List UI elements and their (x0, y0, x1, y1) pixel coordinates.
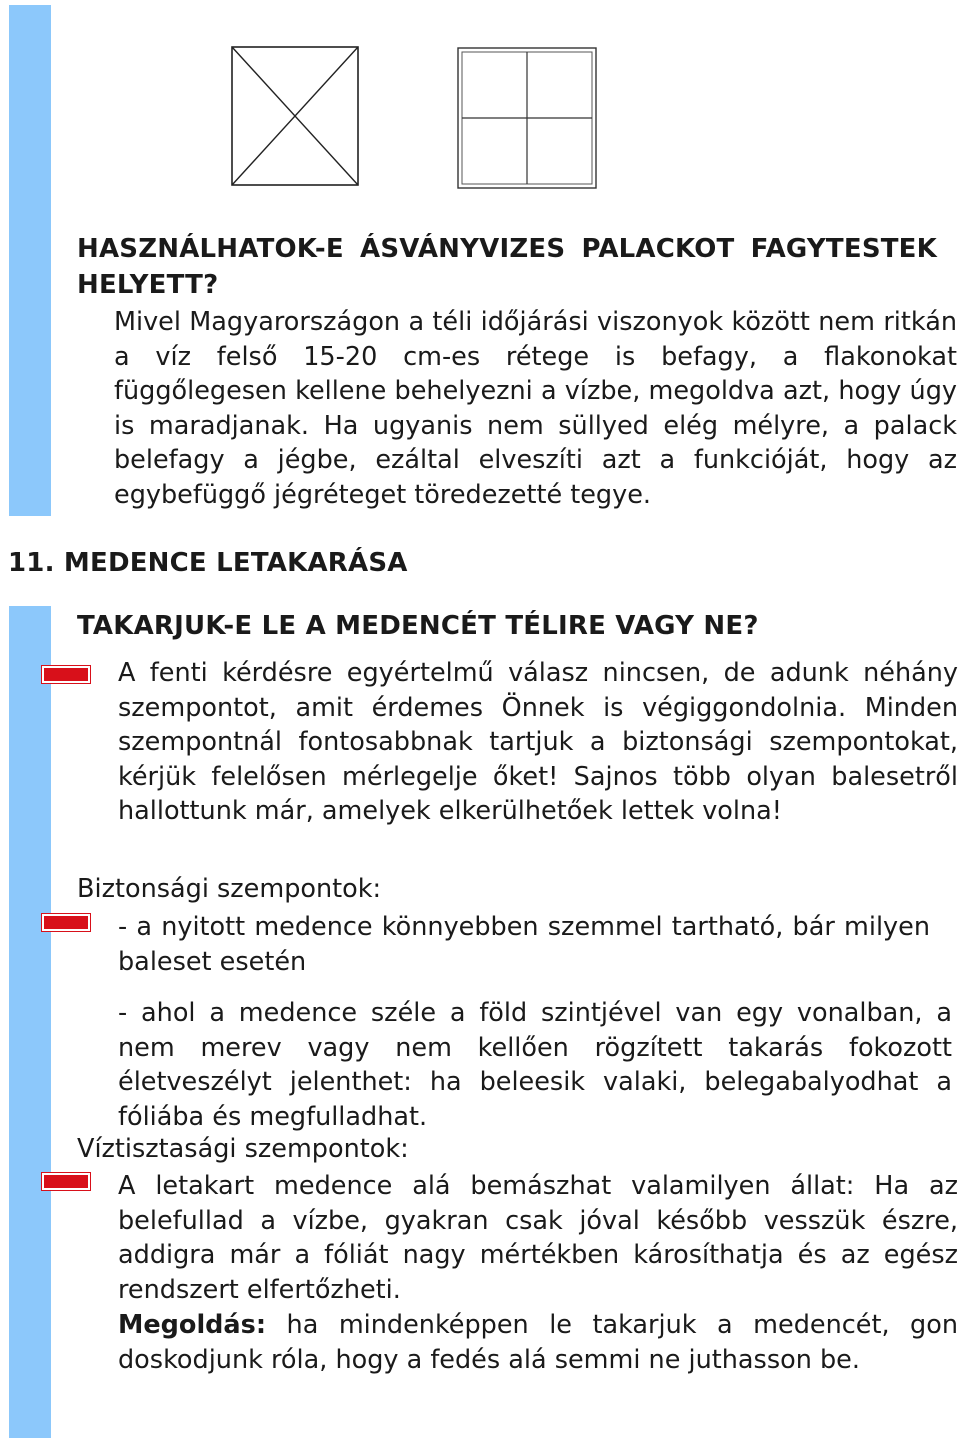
safety-subheading: Biztonsági szempontok: (77, 874, 382, 904)
water-subheading: Víztisztasági szempontok: (77, 1134, 409, 1164)
accent-bar-bottom (9, 606, 51, 1438)
water-item: A letakart medence alá bemászhat valamilyen állat: Ha az belefullad a vízbe, gyakran csak jóval később vesszük észre, addigra már a fóliát nagy mértékben károsíthatja és az egész rendszert elfertőzheti. (118, 1171, 958, 1305)
section-heading-line2: HELYETT? (77, 270, 219, 300)
solution-text: ha mindenképpen le takarjuk a medencét, gon doskodjunk róla, hogy a fedés alá semmi ne juthasson be. (118, 1310, 958, 1375)
safety-item: - a nyitott medence könnyebben szemmel tartható, bár milyen baleset esetén (118, 912, 930, 977)
solution-paragraph (118, 1308, 958, 1377)
solution-label: Megoldás: (118, 1310, 267, 1340)
safety-item: - ahol a medence széle a föld szintjével van egy vonalban, a nem merev vagy nem kellően rögzített takarás fokozott életveszélyt jelenthet: ha beleesik valaki, belegabalyodhat a fóliába és megfulladhat. (118, 998, 952, 1132)
red-bullet-marker (42, 1173, 90, 1190)
section-paragraph: Mivel Magyarországon a téli időjárási viszonyok között nem ritkán a víz felső 15-20 cm-es rétege is befagy, a flakonokat függőlegesen kellene behelyezni a vízbe, megoldva azt, hogy úgy is maradjanak. Ha ugyanis nem süllyed elég mélyre, a palack belefagy a jégbe, ezáltal elveszíti azt a funkcióját, hogy az egybefüggő jégréteget töredezetté tegye. (114, 307, 957, 510)
red-bullet-marker (42, 666, 90, 683)
accent-bar-top (9, 5, 51, 516)
quartered-square-diagram (456, 46, 598, 190)
section-title: 11. MEDENCE LETAKARÁSA (8, 548, 408, 578)
question-heading: TAKARJUK-E LE A MEDENCÉT TÉLIRE VAGY NE? (77, 611, 759, 641)
section-heading-line1: HASZNÁLHATOK-E ÁSVÁNYVIZES PALACKOT FAGYTESTEK (77, 234, 937, 264)
crossed-square-diagram (230, 45, 360, 187)
intro-paragraph: A fenti kérdésre egyértelmű válasz nincsen, de adunk néhány szempontot, amit érdemes Önnek is végiggondolnia. Minden szempontnál fontosabbnak tartjuk a biztonsági szempontokat, kérjük felelősen mérlegelje őket! Sajnos több olyan balesetről hallottunk már, amelyek elkerülhetőek lettek volna! (118, 658, 958, 826)
red-bullet-marker (42, 914, 90, 931)
